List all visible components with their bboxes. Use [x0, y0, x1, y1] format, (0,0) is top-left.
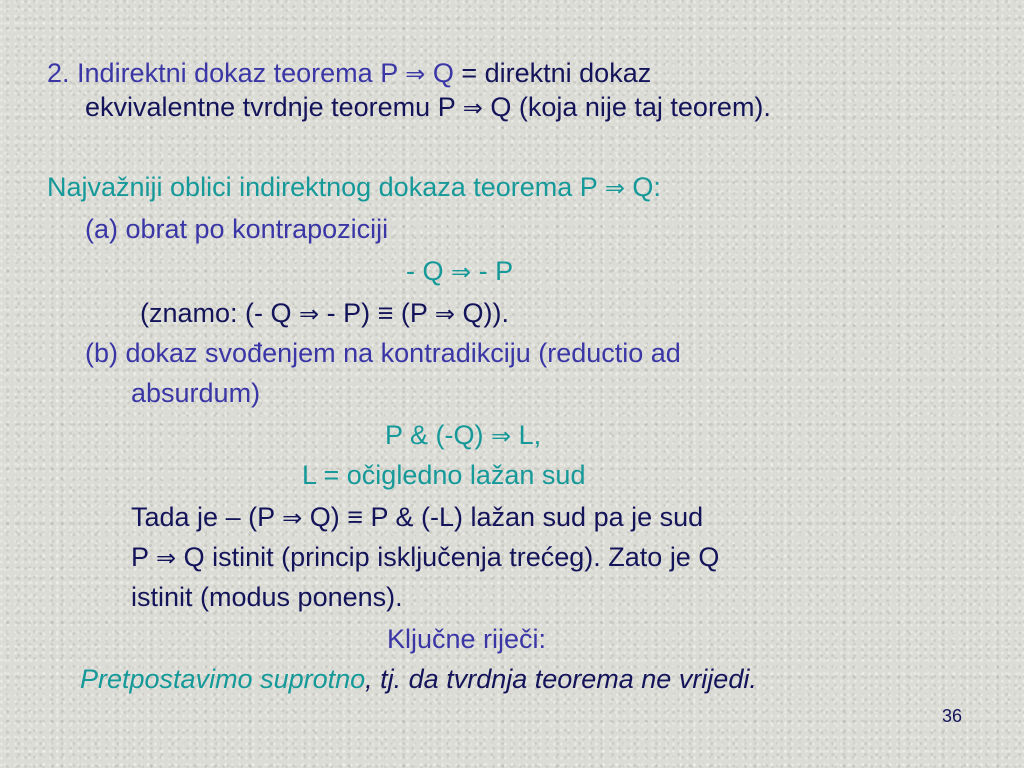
implies-arrow-icon: ⇒	[491, 422, 512, 450]
keywords-title: Ključne riječi:	[387, 624, 547, 654]
implies-arrow-icon: ⇒	[434, 300, 456, 328]
item-2-text-a: Indirektni dokaz teorema P	[77, 58, 406, 88]
form-b-text-line-2-b: Q istinit (princip isključenja trećeg). Zato je Q	[176, 542, 720, 572]
form-a-formula-a: - Q	[406, 256, 451, 286]
form-b-text-line-2	[131, 540, 719, 575]
form-b-formula-a: P & (-Q)	[385, 420, 492, 450]
implies-arrow-icon: ⇒	[299, 300, 320, 328]
form-a-note-b: - P) ≡ (P	[319, 298, 435, 328]
item-2-equals: =	[453, 58, 485, 88]
form-b-label-line-1: (b) dokaz svođenjem na kontradikciju (reductio ad	[85, 338, 681, 368]
form-b-text-line-1-a: Tada je – (P	[131, 502, 283, 532]
implies-arrow-icon: ⇒	[451, 258, 472, 286]
implies-arrow-icon: ⇒	[604, 174, 625, 202]
item-2-line-2-a: ekvivalentne tvrdnje teoremu P	[85, 92, 463, 122]
form-a-note-a: (znamo: (- Q	[140, 298, 300, 328]
form-b-text-line-3: istinit (modus ponens).	[131, 582, 403, 612]
keywords-rest: , tj. da tvrdnja teorema ne vrijedi.	[365, 664, 757, 694]
forms-heading-b: Q:	[624, 172, 661, 202]
item-2-text-c: direktni dokaz	[484, 58, 652, 88]
item-2-line-1	[47, 56, 651, 91]
form-b-formula	[385, 418, 541, 453]
implies-arrow-icon: ⇒	[282, 504, 303, 532]
form-b-label-line-2: absurdum)	[131, 378, 261, 408]
form-a-note-c: Q)).	[455, 298, 510, 328]
form-a-formula-b: - P	[471, 256, 514, 286]
forms-heading	[47, 170, 661, 205]
implies-arrow-icon: ⇒	[156, 544, 177, 572]
item-2-text-b: Q	[425, 58, 454, 88]
form-b-text-line-2-a: P	[131, 542, 157, 572]
keywords-phrase: Pretpostavimo suprotno	[80, 664, 366, 694]
item-2-line-2	[85, 90, 771, 125]
item-2-line-2-b: Q (koja nije taj teorem).	[482, 92, 771, 122]
form-b-formula-b: L,	[511, 420, 542, 450]
form-b-text-line-1-b: Q) ≡ P & (-L) lažan sud pa je sud	[302, 502, 704, 532]
implies-arrow-icon: ⇒	[462, 94, 483, 122]
form-b-text-line-1	[131, 500, 703, 535]
implies-arrow-icon: ⇒	[405, 60, 426, 88]
forms-heading-a: Najvažniji oblici indirektnog dokaza teorema P	[47, 172, 605, 202]
keywords-line	[80, 662, 757, 696]
form-b-formula-line-2: L = očigledno lažan sud	[302, 460, 586, 490]
page-number: 36	[941, 706, 962, 726]
form-a-label: (a) obrat po kontrapoziciji	[85, 214, 389, 244]
form-a-formula	[406, 254, 513, 289]
item-2-number: 2.	[47, 58, 78, 88]
form-a-note	[140, 296, 509, 331]
